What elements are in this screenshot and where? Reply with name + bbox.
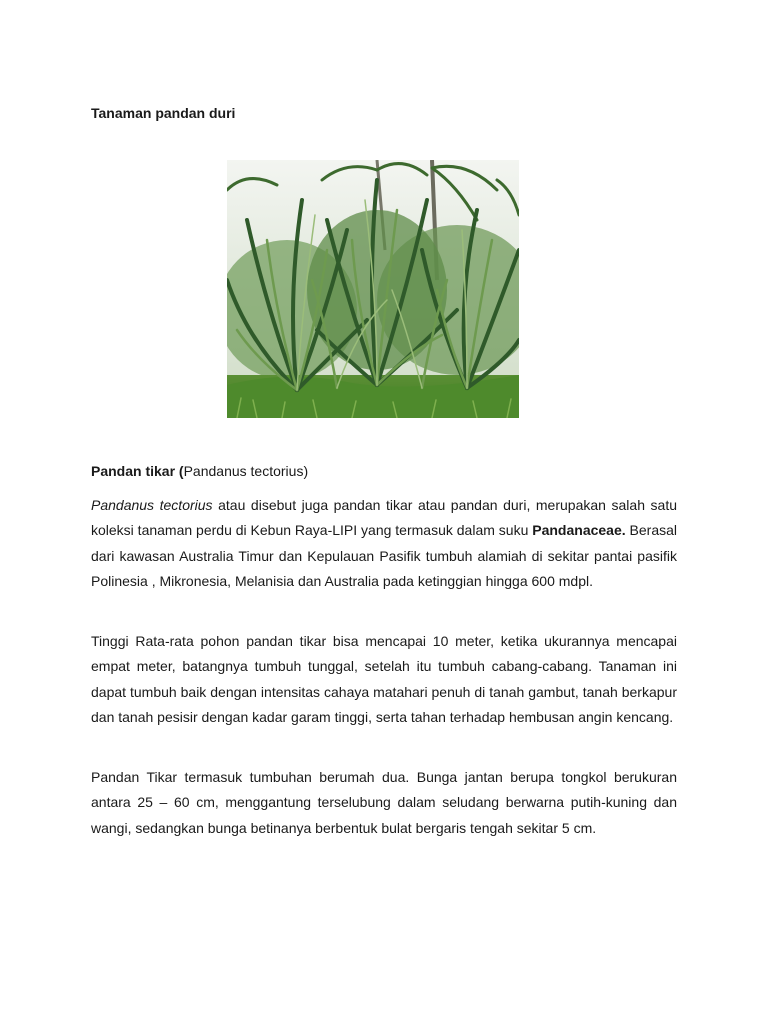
paragraph1-text1: atau disebut juga pandan tikar atau pandan duri, merupakan salah satu koleksi tanaman perdu di Kebun Raya-LIPI yang termasuk dalam suku [91,497,678,539]
family-name-bold: Pandanaceae. [532,522,626,539]
pandan-plant-illustration [227,160,519,418]
section-heading [91,461,308,481]
paragraph-height: Tinggi Rata-rata pohon pandan tikar bisa mencapai 10 meter, ketika ukurannya mencapai empat meter, batangnya tumbuh tunggal, setelah itu tumbuh cabang-cabang. Tanaman ini dapat tumbuh baik dengan intensitas cahaya matahari penuh di tanah gambut, tanah berkapur dan tanah pesisir dengan kadar garam tinggi, serta tahan terhadap hembusan angin kencang. [91,633,677,726]
pandan-plant-photo [227,160,519,418]
scientific-name-italic: Pandanus tectorius [91,497,213,513]
paragraph1-text2: Berasal dari kawasan Australia Timur dan Kepulauan Pasifik tumbuh alamiah di sekitar pantai pasifik Polinesia , Mikronesia, Melanisia dan Australia pada ketinggian hingga 600 mdpl. [91,522,677,590]
heading-scientific-name: Pandanus tectorius) [183,463,309,479]
heading-bold-part: Pandan tikar ( [91,463,184,479]
paragraph-flowers: Pandan Tikar termasuk tumbuhan berumah dua. Bunga jantan berupa tongkol berukuran antara 25 – 60 cm, menggantung terselubung dalam seludang berwarna putih-kuning dan wangi, sedangkan bunga betinanya berbentuk bulat bergaris tengah sekitar 5 cm. [91,769,677,836]
paragraph-description [91,493,677,595]
document-title: Tanaman pandan duri [91,105,236,121]
